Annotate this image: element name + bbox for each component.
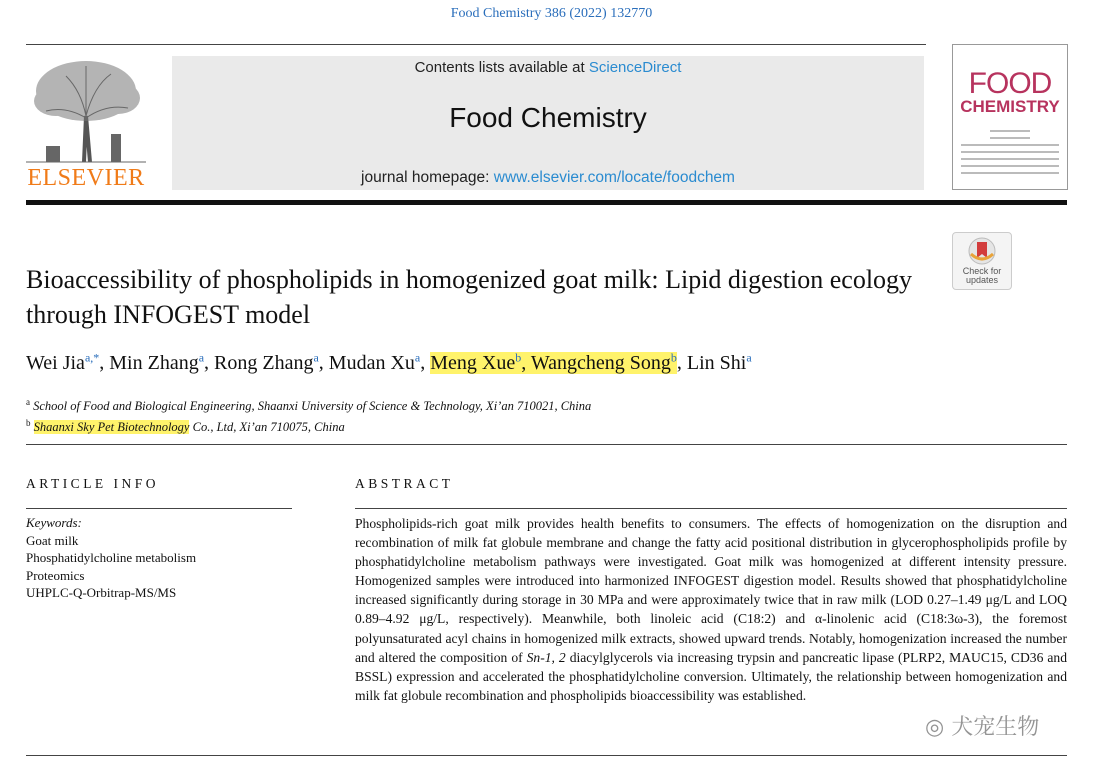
wechat-watermark: ◎ 犬宠生物 bbox=[925, 715, 1040, 740]
affiliation-b-highlight: Shaanxi Sky Pet Biotechnology bbox=[33, 420, 190, 435]
author-name[interactable]: Rong Zhang bbox=[214, 351, 314, 374]
author-name[interactable]: Min Zhang bbox=[109, 351, 199, 374]
section-divider bbox=[26, 444, 1067, 445]
keyword-item: Proteomics bbox=[26, 567, 85, 583]
contents-prefix: Contents lists available at bbox=[414, 59, 589, 76]
top-divider bbox=[26, 44, 926, 45]
check-for-updates-button[interactable] bbox=[952, 232, 1012, 290]
article-info-heading: ARTICLE INFO bbox=[26, 476, 160, 491]
homepage-link[interactable]: www.elsevier.com/locate/foodchem bbox=[493, 169, 735, 186]
author-affiliation-marker[interactable]: b bbox=[670, 350, 677, 364]
keyword-item: Goat milk bbox=[26, 532, 79, 548]
elsevier-tree-icon bbox=[26, 56, 146, 164]
journal-header-box bbox=[172, 56, 924, 190]
bottom-divider bbox=[26, 755, 1067, 756]
author-affiliation-marker[interactable]: a bbox=[313, 350, 319, 364]
journal-cover[interactable] bbox=[952, 44, 1068, 190]
author-name[interactable]: Mudan Xu bbox=[328, 351, 415, 374]
abstract-heading: ABSTRACT bbox=[355, 476, 454, 491]
author-affiliation-marker[interactable]: b bbox=[515, 350, 522, 364]
journal-title: Food Chemistry bbox=[449, 102, 647, 133]
wechat-icon: ◎ bbox=[925, 715, 945, 740]
keywords-block bbox=[26, 514, 306, 602]
affiliation-a: $^a$ School of Food and Biological Engineering, Shaanxi University of Science & Technology, Xi’an 710021, China bbox=[26, 397, 592, 414]
article-info-divider bbox=[26, 508, 292, 509]
author-affiliation-marker[interactable]: a bbox=[414, 350, 421, 364]
author-affiliation-marker[interactable]: a bbox=[746, 350, 752, 364]
header-thick-divider bbox=[26, 200, 1067, 205]
affiliation-b: $^b$ Shaanxi Sky Pet Biotechnology Co., Ltd, Xi’an 710075, China bbox=[26, 418, 345, 435]
homepage-prefix: journal homepage: bbox=[361, 169, 494, 186]
abstract-divider bbox=[355, 508, 1067, 509]
author-list: Wei Jia$^{a,*}$, Min Zhang$^a$, Rong Zhang$^a$, Mudan Xu$^a$, Meng Xue$^b$, Wangcheng Song$^b$, Lin Shi$^a$ bbox=[26, 350, 752, 374]
abstract-italic: Sn-1, 2 bbox=[526, 649, 566, 665]
contents-line bbox=[172, 59, 924, 76]
keyword-item: UHPLC-Q-Orbitrap-MS/MS bbox=[26, 585, 177, 600]
author-name[interactable]: Wei Jia bbox=[26, 351, 85, 374]
abstract-text: Phospholipids-rich goat milk provides health benefits to consumers. The effects of homogenization on the disruption and recombination of milk fat globule membrane and change the fatty acid positional distribution in glycerophospholipids profile by phosphatidylcholine metabolism pathways were investigated. Goat milk was homogenized at different intensity pressure. Homogenized samples were introduced into harmonized INFOGEST digestion model. Results showed that phosphatidylcholine increased significantly during storage in 30 MPa and were approximately twice that in raw milk (LOD 0.27–1.49 μg/L and LOQ 0.89–4.92 μg/L, respectively). Meanwhile, both linoleic acid (C18:2) and α-linolenic acid (C18:3ω-3), the foremost polyunsaturated acyl chains in homogenized milk extracts, showed upward trends. Notably, homogenization increased the number and altered the composition of Sn-1, 2 diacylglycerols via increasing trypsin and pancreatic lipase (PLRP2, MAUC15, CD36 and BSSL) expression and accelerated the phosphatidylcholine conversion. Ultimately, the relationship between homogenization and milk fat globule recombination and phospholipids bioaccessibility was established. bbox=[355, 516, 1067, 703]
cover-food-title: FOOD bbox=[968, 67, 1052, 100]
elsevier-wordmark: ELSEVIER bbox=[27, 165, 145, 191]
cover-chemistry-title: CHEMISTRY bbox=[960, 97, 1060, 116]
author-affiliation-marker[interactable]: a,* bbox=[84, 350, 100, 364]
sciencedirect-link[interactable]: ScienceDirect bbox=[588, 59, 682, 76]
check-updates-label: Check for updates bbox=[962, 266, 1002, 285]
keyword-item: Phosphatidylcholine metabolism bbox=[26, 550, 197, 565]
elsevier-logo[interactable] bbox=[26, 56, 146, 192]
journal-reference[interactable]: Food Chemistry 386 (2022) 132770 bbox=[450, 6, 653, 21]
check-updates-icon bbox=[967, 236, 997, 266]
homepage-line bbox=[172, 169, 924, 187]
cover-editor-lines bbox=[961, 125, 1059, 179]
article-title: Bioaccessibility of phospholipids in homogenized goat milk: Lipid digestion ecology through INFOGEST model bbox=[26, 265, 913, 329]
affiliations bbox=[26, 394, 926, 436]
author-name[interactable]: Lin Shi bbox=[686, 351, 747, 374]
author-name[interactable]: Wangcheng Song bbox=[530, 351, 671, 374]
author-affiliation-marker[interactable]: a bbox=[198, 350, 205, 364]
author-name[interactable]: Meng Xue bbox=[430, 351, 516, 374]
keywords-label: Keywords: bbox=[26, 515, 82, 530]
